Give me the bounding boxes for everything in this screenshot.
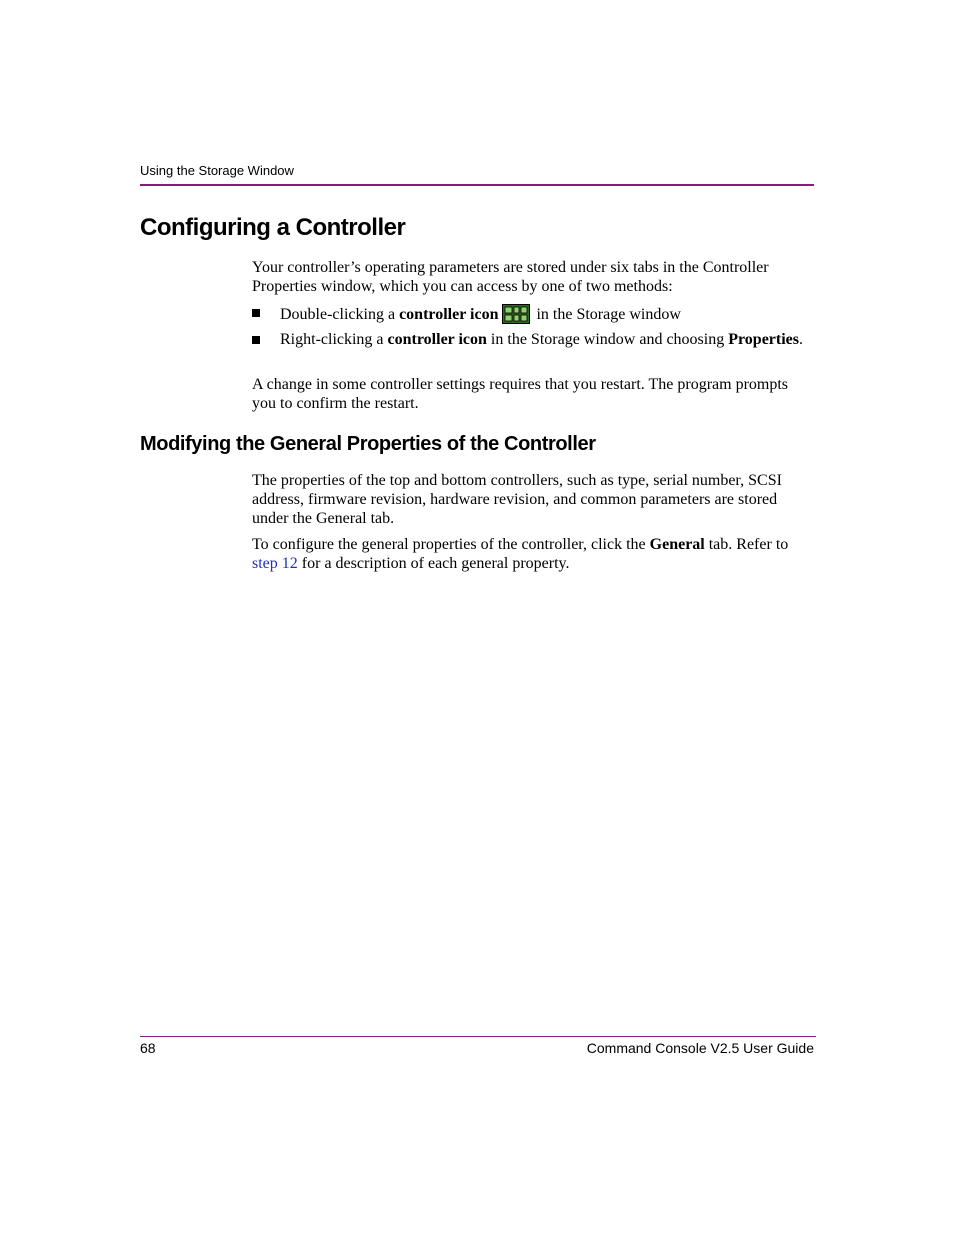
controller-icon xyxy=(502,304,530,324)
page-title: Configuring a Controller xyxy=(140,214,406,241)
footer-rule xyxy=(140,1036,816,1037)
section-heading: Modifying the General Properties of the Controller xyxy=(140,433,596,455)
configure-paragraph: To configure the general properties of the controller, click the General tab. Refer to step 12 for a description of each general property. xyxy=(252,536,789,572)
restart-note: A change in some controller settings requires that you restart. The program prompts you to confirm the restart. xyxy=(252,376,789,412)
header-rule xyxy=(140,184,814,186)
bullet-text: Double-clicking a controller icon in the Storage window xyxy=(280,306,681,323)
intro-paragraph: Your controller’s operating parameters are stored under six tabs in the Controller Properties window, which you can access by one of two methods: xyxy=(252,259,769,295)
page-number: 68 xyxy=(140,1040,156,1056)
bullet-marker xyxy=(252,336,260,344)
bullet-marker xyxy=(252,309,260,317)
running-header: Using the Storage Window xyxy=(140,163,294,178)
bullet-text: Right-clicking a controller icon in the Storage window and choosing Properties. xyxy=(280,331,804,348)
footer-doc-title: Command Console V2.5 User Guide xyxy=(586,1040,814,1056)
step-12-link[interactable]: step 12 xyxy=(252,555,298,572)
properties-paragraph: The properties of the top and bottom controllers, such as type, serial number, SCSI address, firmware revision, hardware revision, and common parameters are stored under the General tab. xyxy=(252,472,782,527)
